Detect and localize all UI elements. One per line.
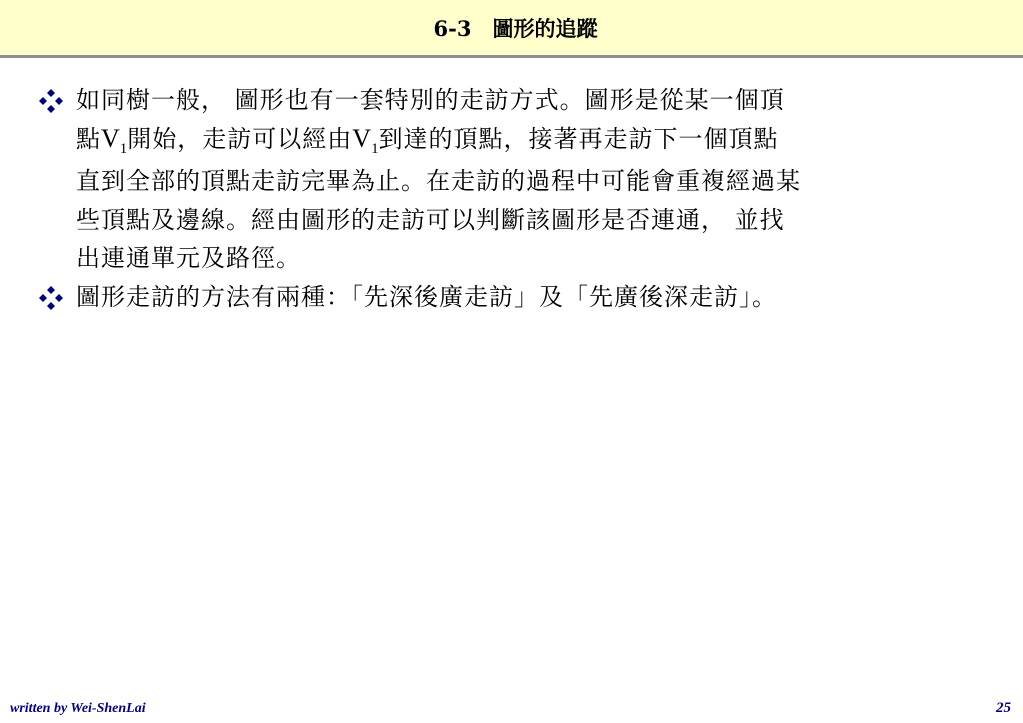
four-diamond-bullet-icon: [38, 285, 64, 311]
vertex-symbol: V: [352, 123, 372, 153]
bullet-line: 直到全部的頂點走訪完畢為止。在走訪的過程中可能會重複經過某: [76, 167, 801, 195]
vertex-symbol: V: [101, 123, 120, 153]
slide-content: [38, 81, 998, 316]
vertex-subscript: 1: [119, 140, 128, 157]
bullet-text-segment: 點: [76, 124, 101, 153]
bullet-line: 圖形走訪的方法有兩種：「先深後廣走訪」及「先廣後深走訪」。: [76, 282, 777, 311]
bullet-item-traversal-methods: [38, 278, 998, 317]
bullet-line: 些頂點及邊線。經由圖形的走訪可以判斷該圖形是否連通， 並找: [76, 205, 785, 234]
bullet-text-segment: 到達的頂點，接著再走訪下一個頂點: [378, 124, 779, 153]
footer-author: written by Wei-ShenLai: [10, 701, 146, 716]
bullet-text-segment: 開始，走訪可以經由: [127, 124, 353, 153]
page-number: 25: [996, 700, 1011, 716]
bullet-item-traversal-intro: [38, 81, 998, 278]
vertex-subscript: 1: [371, 140, 379, 157]
bullet-line: 出連通單元及路徑。: [76, 244, 301, 272]
page-title: 6-3 圖形的追蹤: [433, 15, 598, 41]
four-diamond-bullet-icon: [38, 88, 64, 114]
title-bar: [0, 0, 1023, 58]
bullet-line: 如同樹一般， 圖形也有一套特別的走訪方式。圖形是從某一個頂: [76, 86, 785, 114]
bullet-line: [76, 120, 998, 163]
